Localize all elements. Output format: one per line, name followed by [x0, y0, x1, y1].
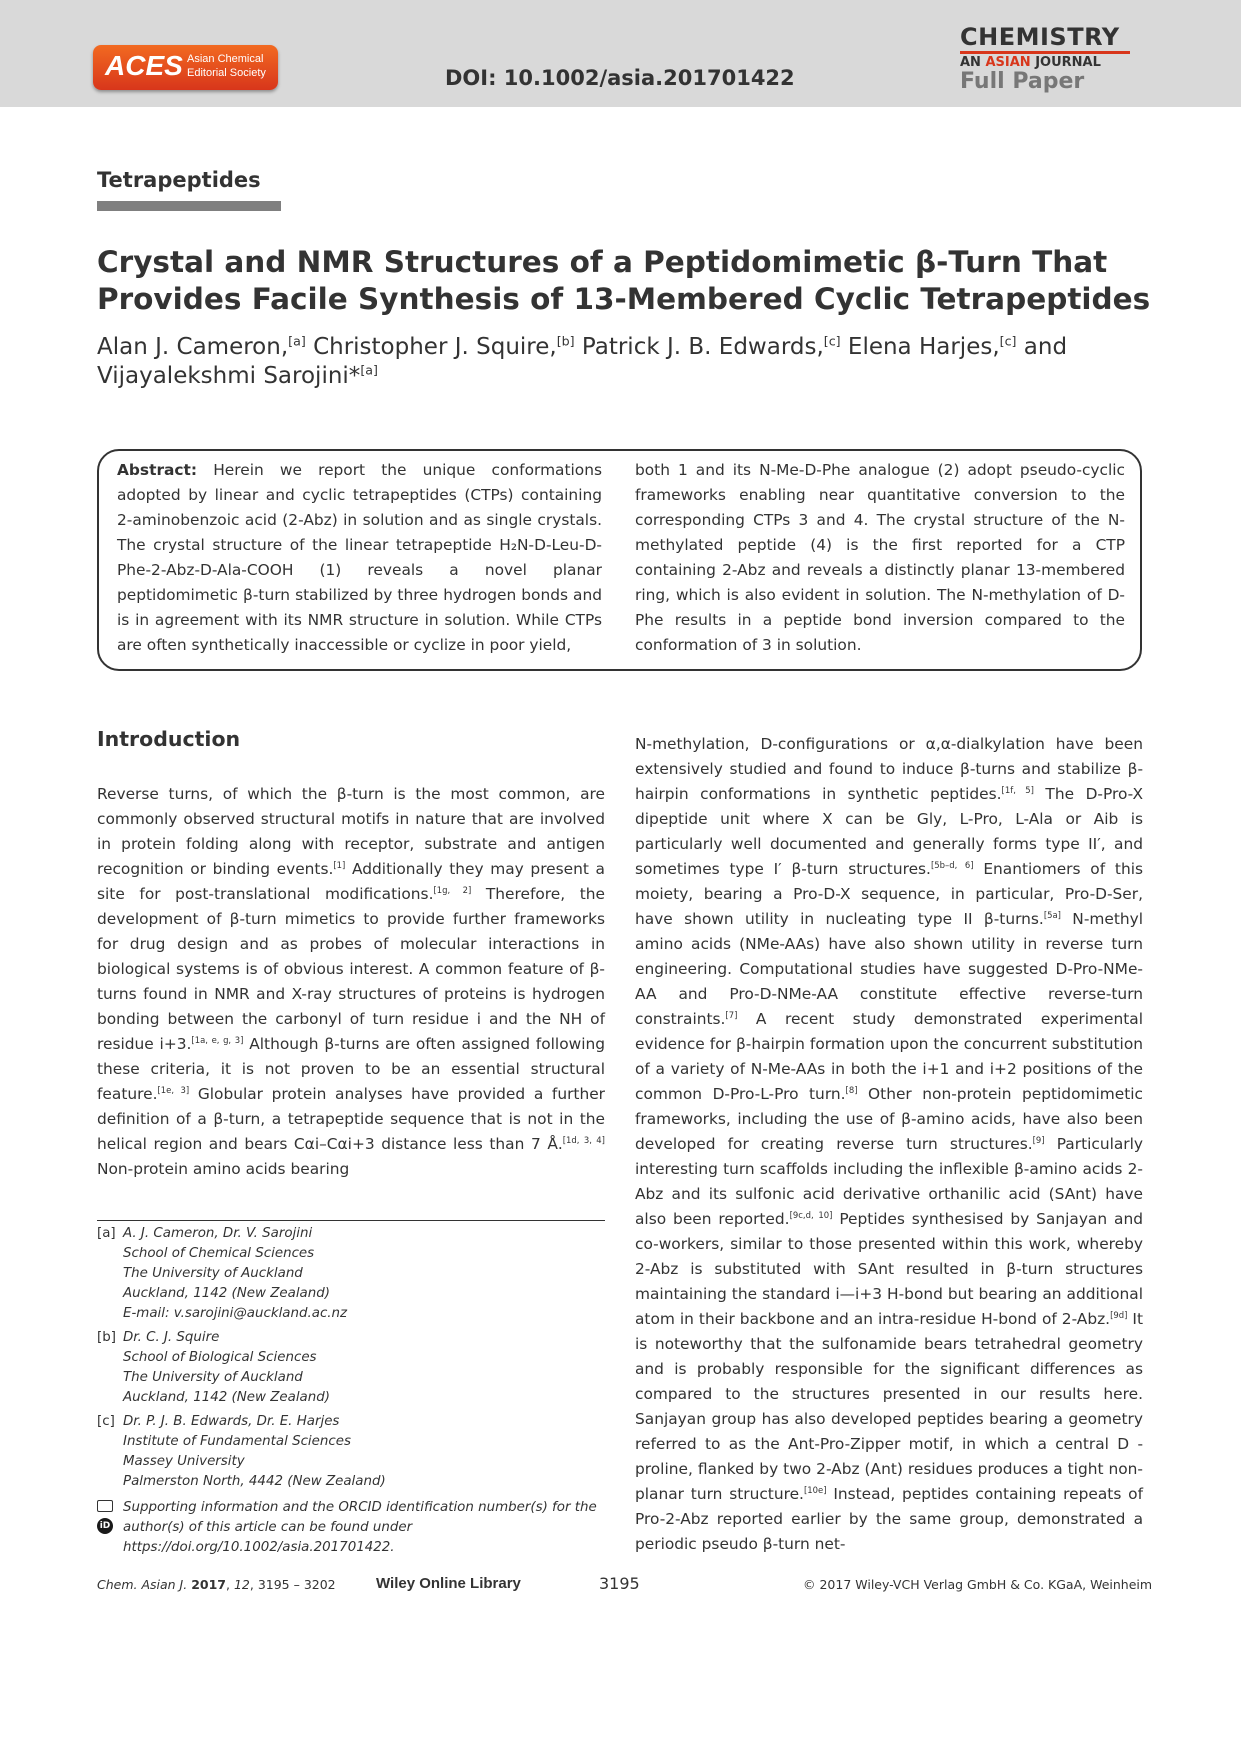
citation-ref: [1e, 3]: [157, 1084, 190, 1095]
footnote-line: Dr. C. J. Squire: [123, 1330, 220, 1345]
abstract-right-column: both 1 and its N-Me-D-Phe analogue (2) adopt pseudo-cyclic frameworks enabling near quantitative conversion to the corresponding CTPs 3 and 4. The crystal structure of the N-methylated peptide (4) is the first reported for a CTP containing 2-Abz and reveals a distinctly planar 13-membered ring, which is also evident in solution. The N-methylation of D-Phe results in a peptide bond inversion compared to the conformation of 3 in solution.: [635, 461, 1125, 654]
supporting-info-text[interactable]: Supporting information and the ORCID identification number(s) for the author(s) of this article can be found under https://doi.org/10.1002/asia.201701422.: [123, 1500, 597, 1555]
footnote-line: Massey University: [123, 1454, 245, 1469]
body-text-segment: Particularly interesting turn scaffolds including the inflexible β-amino acids 2-Abz and its sulfonic acid derivative orthanilic acid (SAnt) have also been reported.: [635, 1135, 1144, 1228]
author-name: Patrick J. B. Edwards,: [581, 334, 824, 360]
author-affiliation-mark: [c]: [823, 333, 841, 349]
body-text-segment: Globular protein analyses have provided a further definition of a β-turn, a tetrapeptide sequence that is not in the helical region and bears Cαi–Cαi+3 distance less than 7 Å.: [97, 1085, 605, 1153]
body-text-segment: A recent study demonstrated experimental evidence for β-hairpin formation upon the concurrent substitution of a variety of N-Me-AAs in both the i+1 and i+2 positions of the common D-Pro-L-Pro turn.: [635, 1010, 1143, 1103]
footnote-mark: [b]: [97, 1330, 116, 1345]
author-name: Vijayalekshmi Sarojini*: [97, 363, 361, 389]
author-name: Alan J. Cameron,: [97, 334, 289, 360]
citation-ref: [9c,d, 10]: [789, 1209, 833, 1220]
footnote-body: [123, 1224, 347, 1324]
body-right-column: [635, 732, 1143, 1557]
footnote-mark: [c]: [97, 1414, 115, 1429]
citation-ref: [9d]: [1110, 1309, 1128, 1320]
footnote-divider: [97, 1220, 605, 1221]
section-label: Tetrapeptides: [97, 168, 261, 192]
journal-subname: [960, 51, 1130, 70]
footer-year: 2017: [191, 1577, 226, 1592]
citation-ref: [1f, 5]: [1001, 784, 1034, 795]
citation-ref: [1d, 3, 4]: [562, 1134, 605, 1145]
author-list: [97, 333, 1157, 391]
footnote-item: [97, 1328, 607, 1408]
monitor-icon: [97, 1500, 113, 1512]
introduction-heading: Introduction: [97, 727, 241, 751]
body-text-segment: It is noteworthy that the sulfonamide bears tetrahedral geometry and is probably responsible for the significant differences as compared to the structures presented in our results here. Sanjayan group has also developed peptides bearing a geometry referred to as the Ant-Pro-Zipper motif, in which a central D -proline, flanked by two 2-Abz (Ant) residues produces a tight non-planar turn structure.: [635, 1310, 1143, 1503]
orcid-icon: iD: [97, 1518, 113, 1534]
author-affiliation-mark: [c]: [999, 333, 1017, 349]
body-text-segment: Enantiomers of this moiety, bearing a Pro-D-X sequence, in particular, Pro-D-Ser, have shown utility in nucleating type II β-turns.: [635, 860, 1144, 928]
citation-ref: [10e]: [803, 1484, 827, 1495]
footer-journal: Chem. Asian J.: [97, 1577, 188, 1592]
author-name: Christopher J. Squire,: [313, 334, 557, 360]
body-text-segment: Additionally they may present a site for post-translational modifications.: [97, 860, 605, 903]
supporting-info-note: [97, 1498, 607, 1558]
body-text-segment: Peptides synthesised by Sanjayan and co-workers, similar to those presented within this work, whereby 2-Abz is substituted with SAnt resulted in β-turn structures maintaining the standard i—i+3 H-bond but bearing an additional atom in their backbone and an intra-residue H-bond of 2-Abz.: [635, 1210, 1143, 1328]
doi[interactable]: DOI: 10.1002/asia.201701422: [445, 66, 795, 90]
footnote-line: The University of Auckland: [123, 1370, 303, 1385]
abstract-label: Abstract:: [117, 461, 198, 479]
body-text-segment: N-methyl amino acids (NMe-AAs) have also shown utility in reverse turn engineering. Computational studies have suggested D-Pro-NMe-AA and Pro-D-NMe-AA constitute effective reverse-turn constraints.: [635, 910, 1144, 1028]
body-text-segment: N-methylation, D-configurations or α,α-dialkylation have been extensively studied and found to induce β-turns and stabilize β-hairpin conformations in synthetic peptides.: [635, 735, 1143, 803]
footer-wiley-library[interactable]: Wiley Online Library: [376, 1575, 521, 1592]
body-text-segment: Other non-protein peptidomimetic frameworks, including the use of β-amino acids, have also been developed for creating reverse turn structures.: [635, 1085, 1143, 1153]
journal-logo: [960, 24, 1130, 94]
author-name: and: [1023, 334, 1068, 360]
body-text-segment: Therefore, the development of β-turn mimetics to provide further frameworks for drug design and as probes of molecular interactions in biological systems is of obvious interest. A common feature of β-turns found in NMR and X-ray structures of proteins is hydrogen bonding between the carbonyl of turn residue i and the NH of residue i+3.: [97, 885, 606, 1053]
footnote-item: [97, 1412, 607, 1492]
footer-pages: 3195 – 3202: [257, 1577, 336, 1592]
si-icons: [97, 1498, 123, 1558]
citation-ref: [7]: [725, 1009, 738, 1020]
aces-logo-word: ACES: [105, 50, 183, 81]
citation-ref: [5b–d, 6]: [930, 859, 974, 870]
footnote-line: A. J. Cameron, Dr. V. Sarojini: [123, 1226, 313, 1241]
body-text-segment: Non-protein amino acids bearing: [97, 1160, 350, 1178]
footnote-line: Dr. P. J. B. Edwards, Dr. E. Harjes: [123, 1414, 340, 1429]
journal-subname-accent: ASIAN: [985, 55, 1031, 70]
footnote-line: Institute of Fundamental Sciences: [123, 1434, 351, 1449]
author-name: Elena Harjes,: [847, 334, 1000, 360]
footnote-list: [97, 1224, 607, 1492]
author-affiliation-mark: [b]: [556, 333, 575, 349]
article-title: Crystal and NMR Structures of a Peptidomimetic β-Turn That Provides Facile Synthesis of 13-Membered Cyclic Tetrapeptides: [97, 245, 1151, 316]
citation-ref: [1]: [333, 859, 346, 870]
author-affiliation-mark: [a]: [288, 333, 306, 349]
citation-ref: [5a]: [1043, 909, 1061, 920]
footer-volume: 12: [233, 1577, 250, 1592]
footer-copyright: © 2017 Wiley-VCH Verlag GmbH & Co. KGaA, Weinheim: [803, 1577, 1153, 1592]
footnote-line: School of Biological Sciences: [123, 1350, 317, 1365]
section-bar: [97, 201, 281, 211]
affiliation-footnotes: [97, 1224, 607, 1558]
footnote-line[interactable]: E-mail: v.sarojini@auckland.ac.nz: [123, 1306, 348, 1321]
body-left-column: [97, 782, 605, 1182]
body-text-segment: Instead, peptides containing repeats of Pro-2-Abz reported earlier by the same group, demonstrated a periodic pseudo β-turn net-: [635, 1485, 1143, 1553]
footnote-line: Palmerston North, 4442 (New Zealand): [123, 1474, 386, 1489]
footer-citation: Chem. Asian J. 2017, 12, 3195 – 3202: [97, 1577, 336, 1592]
journal-name: CHEMISTRY: [960, 23, 1120, 51]
article-type: Full Paper: [960, 69, 1085, 94]
citation-ref: [9]: [1032, 1134, 1045, 1145]
footnote-line: Auckland, 1142 (New Zealand): [123, 1286, 330, 1301]
footnote-body: [123, 1412, 386, 1492]
journal-subname-pre: AN: [960, 55, 986, 70]
body-text-segment: Although β-turns are often assigned following these criteria, it is not proven to be an essential structural feature.: [97, 1035, 605, 1103]
author-affiliation-mark: [a]: [360, 362, 378, 378]
footnote-line: The University of Auckland: [123, 1266, 303, 1281]
footnote-line: Auckland, 1142 (New Zealand): [123, 1390, 330, 1405]
body-text-segment: Reverse turns, of which the β-turn is the most common, are commonly observed structural motifs in nature that are involved in protein folding along with receptor, substrate and antigen recognition or binding events.: [97, 785, 605, 878]
footnote-mark: [a]: [97, 1226, 116, 1241]
citation-ref: [1a, e, g, 3]: [191, 1034, 244, 1045]
journal-subname-post: JOURNAL: [1030, 55, 1101, 70]
footnote-line: School of Chemical Sciences: [123, 1246, 315, 1261]
abstract-left-text: Herein we report the unique conformations adopted by linear and cyclic tetrapeptides (CTPs) containing 2-aminobenzoic acid (2-Abz) in solution and as single crystals. The crystal structure of the linear tetrapeptide H₂N-D-Leu-D-Phe-2-Abz-D-Ala-COOH (1) reveals a novel planar peptidomimetic β-turn stabilized by three hydrogen bonds and is in agreement with its NMR structure in solution. While CTPs are often synthetically inaccessible or cyclize in poor yield,: [117, 461, 602, 654]
abstract-left-column: [117, 458, 602, 658]
aces-logo: [93, 45, 278, 90]
aces-logo-subtitle: Asian Chemical Editorial Society: [187, 53, 266, 79]
citation-ref: [1g, 2]: [433, 884, 472, 895]
citation-ref: [8]: [845, 1084, 858, 1095]
footnote-item: [97, 1224, 607, 1324]
footer-page-number: 3195: [599, 1574, 640, 1593]
body-text-segment: The D-Pro-X dipeptide unit where X can be Gly, L-Pro, L-Ala or Aib is particularly well documented and generally forms type II′, and sometimes type I′ β-turn structures.: [635, 785, 1143, 878]
footnote-body: [123, 1328, 330, 1408]
